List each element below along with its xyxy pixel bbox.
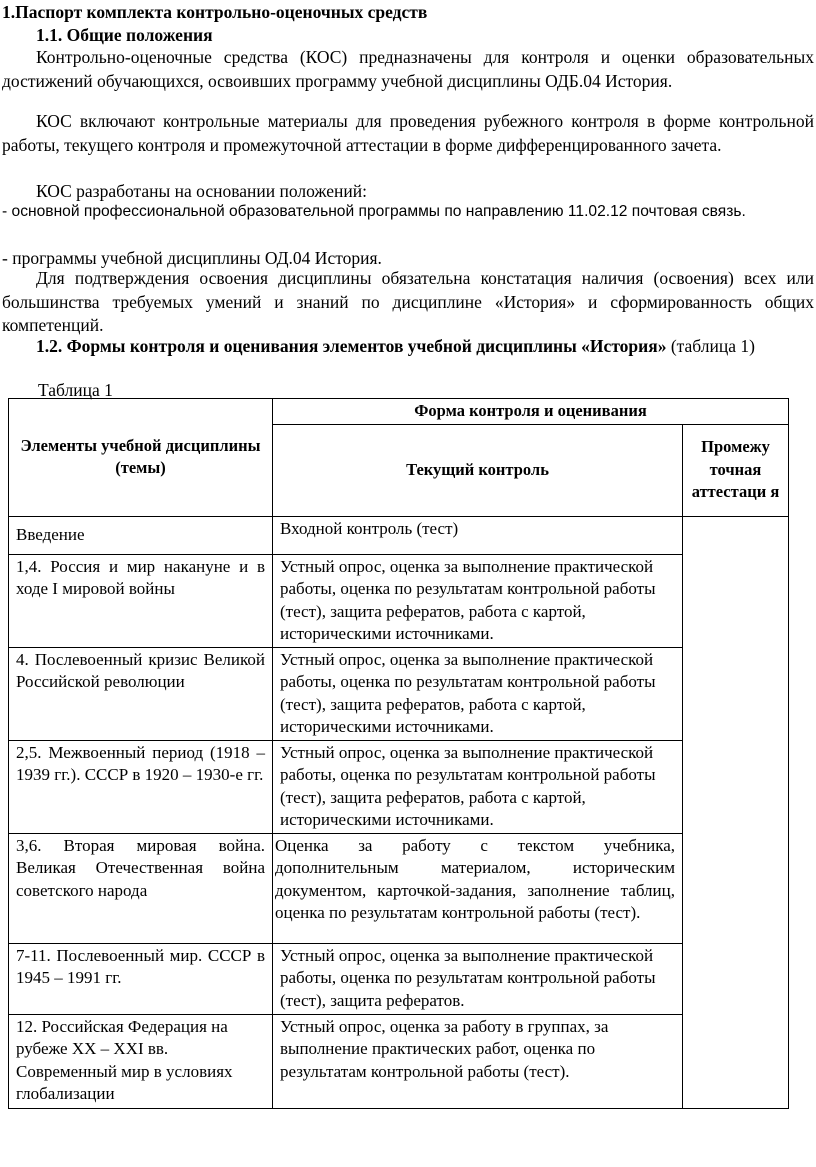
topic-cell: 2,5. Межвоенный период (1918 – 1939 гг.). СССР в 1920 – 1930-е гг. (9, 740, 273, 833)
table-row (9, 740, 789, 833)
table-caption: Таблица 1 (38, 380, 113, 400)
subsection-title: 1.1. Общие положения (36, 25, 213, 45)
interim-cell (683, 516, 789, 1108)
paragraph-purpose: Контрольно-оценочные средства (КОС) предназначены для контроля и оценки образовательных достижений обучающихся, освоивших программу учебной дисциплины ОДБ.04 История. (2, 47, 814, 91)
header-form: Форма контроля и оценивания (273, 399, 789, 425)
topic-cell: 4. Послевоенный кризис Великой Российской революции (9, 647, 273, 740)
basis-item-program: - основной профессиональной образовательной программы по направлению 11.02.12 почтовая связь. (2, 203, 746, 220)
paragraph-assessment: Для подтверждения освоения дисциплины обязательна констатация наличия (освоения) всех или большинства требуемых умений и знаний по дисциплине «История» и сформированность общих компетенций. (2, 268, 814, 335)
table-row (9, 833, 789, 943)
table-header-row (9, 399, 789, 425)
header-current-control: Текущий контроль (273, 424, 683, 516)
paragraph-basis: КОС разработаны на основании положений: (36, 181, 367, 201)
paragraph-composition: КОС включают контрольные материалы для проведения рубежного контроля в форме контрольной работы, текущего контроля и промежуточной аттестации в форме дифференцированного зачета. (2, 111, 814, 155)
header-elements: Элементы учебной дисциплины (темы) (9, 399, 273, 517)
table-row (9, 1014, 789, 1108)
control-cell: Устный опрос, оценка за работу в группах, за выполнение практических работ, оценка по результатам контрольной работы (тест). (273, 1014, 683, 1108)
control-forms-table (8, 398, 789, 1109)
topic-cell: 12. Российская Федерация на рубеже XX – XXI вв. Современный мир в условиях глобализации (9, 1014, 273, 1108)
subsection-forms-bold: 1.2. Формы контроля и оценивания элементов учебной дисциплины «История» (36, 336, 667, 356)
table-row (9, 516, 789, 554)
control-cell: Устный опрос, оценка за выполнение практической работы, оценка по результатам контрольной работы (тест), защита рефератов, работа с картой, историческими источниками. (273, 554, 683, 647)
topic-cell: Введение (9, 516, 273, 554)
section-title: 1.Паспорт комплекта контрольно-оценочных средств (2, 2, 428, 22)
header-interim-attestation: Промежу точная аттестаци я (683, 424, 789, 516)
table-row (9, 554, 789, 647)
control-cell: Устный опрос, оценка за выполнение практической работы, оценка по результатам контрольной работы (тест), защита рефератов. (273, 943, 683, 1014)
control-cell: Устный опрос, оценка за выполнение практической работы, оценка по результатам контрольной работы (тест), защита рефератов, работа с картой, историческими источниками. (273, 647, 683, 740)
subsection-forms-title (2, 335, 814, 359)
control-cell: Оценка за работу с текстом учебника, дополнительным материалом, историческим документом, карточкой-задания, заполнение таблиц, оценка по результатам контрольной работы (тест). (273, 833, 683, 943)
topic-cell: 7-11. Послевоенный мир. СССР в 1945 – 1991 гг. (9, 943, 273, 1014)
basis-item-discipline: - программы учебной дисциплины ОД.04 История. (2, 248, 382, 268)
control-cell: Устный опрос, оценка за выполнение практической работы, оценка по результатам контрольной работы (тест), защита рефератов, работа с картой, историческими источниками. (273, 740, 683, 833)
subsection-forms-rest: (таблица 1) (666, 336, 755, 356)
topic-cell: 1,4. Россия и мир накануне и в ходе I мировой войны (9, 554, 273, 647)
topic-cell: 3,6. Вторая мировая война. Великая Отечественная война советского народа (9, 833, 273, 943)
table-row (9, 943, 789, 1014)
table-row (9, 647, 789, 740)
control-cell: Входной контроль (тест) (273, 516, 683, 554)
